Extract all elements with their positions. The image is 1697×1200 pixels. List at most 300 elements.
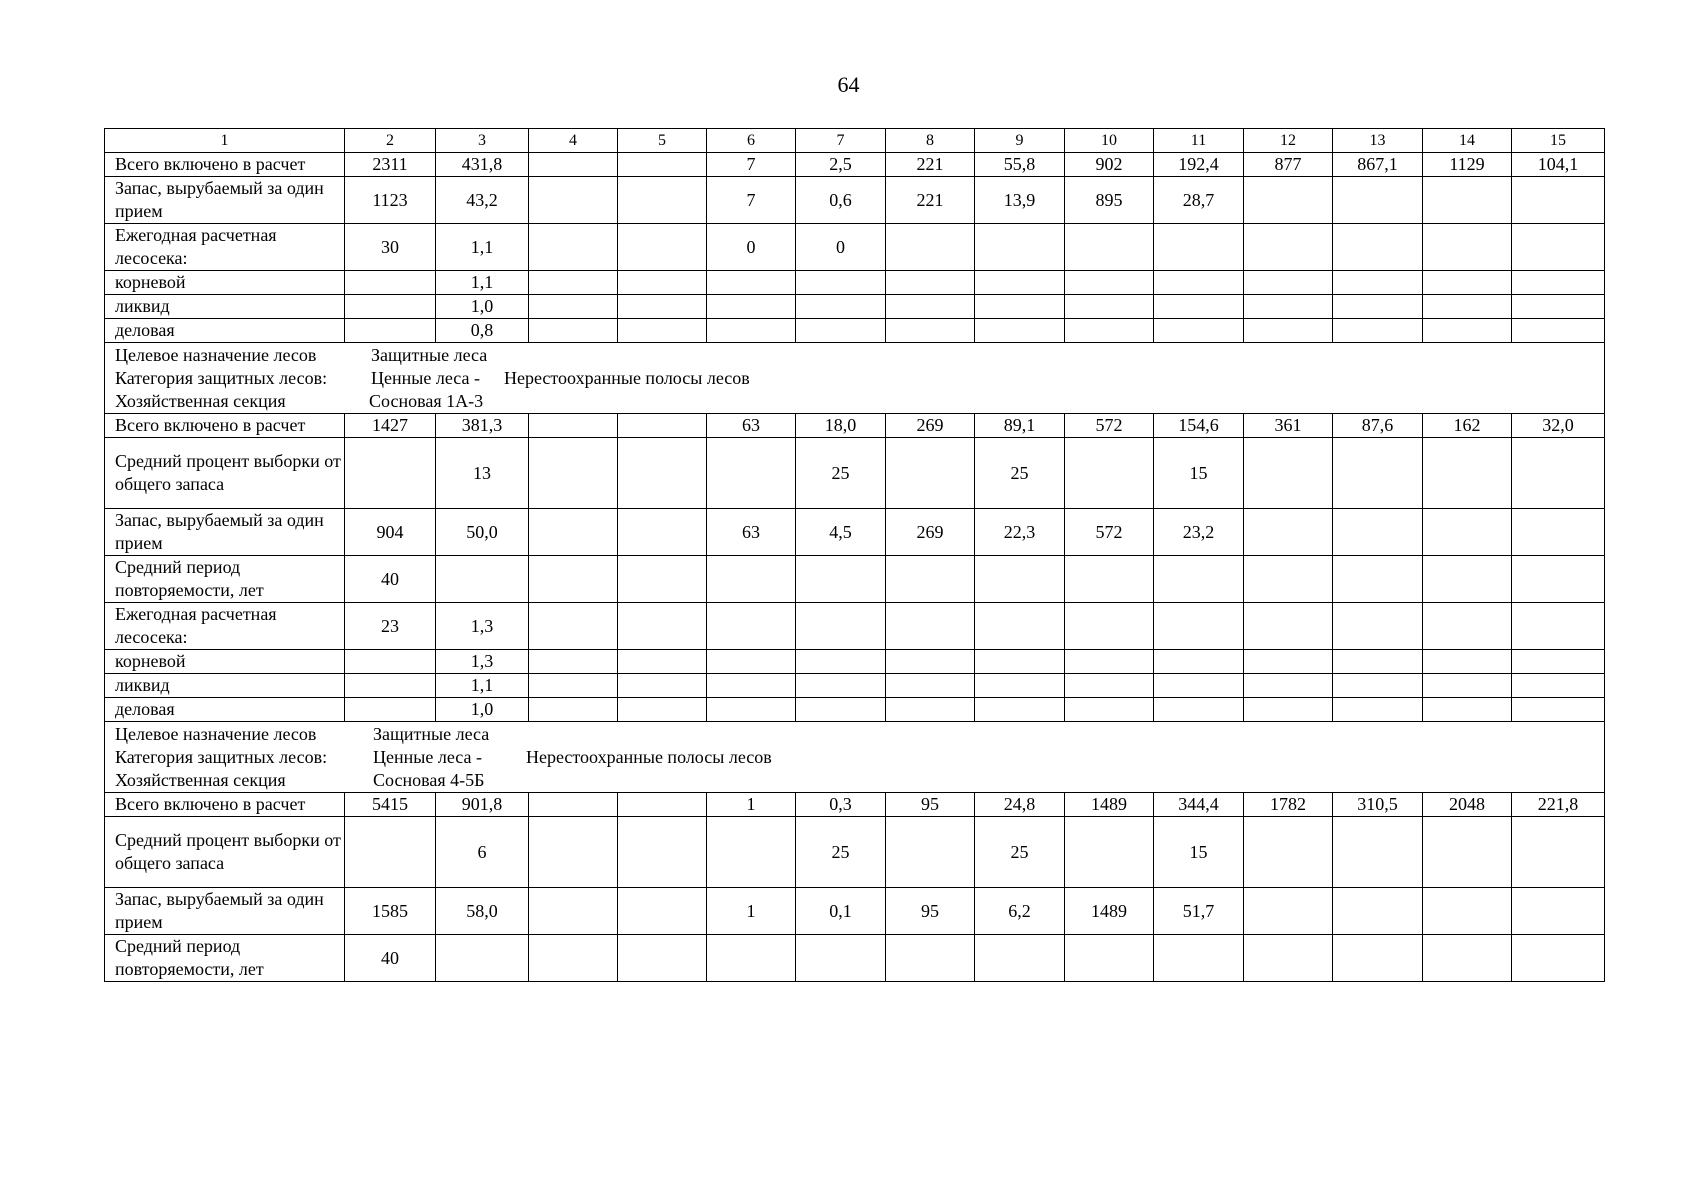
table-cell: [707, 674, 796, 698]
table-cell: [1065, 698, 1154, 722]
table-cell: [529, 888, 618, 935]
table-cell: [886, 319, 975, 343]
table-row: [105, 556, 1605, 603]
table-cell: [1333, 438, 1423, 509]
row-label: Ежегодная расчетная лесосека:: [105, 603, 345, 650]
table-cell: [618, 177, 707, 224]
section-line: [115, 723, 1602, 746]
table-cell: [618, 603, 707, 650]
table-cell: [1423, 888, 1512, 935]
table-cell: [529, 650, 618, 674]
table-cell: 221: [886, 177, 975, 224]
column-number-6: 6: [707, 129, 796, 153]
table-row: [105, 650, 1605, 674]
table-cell: 104,1: [1512, 153, 1605, 177]
forest-purpose-value: Защитные леса: [371, 344, 488, 365]
table-cell: [1065, 603, 1154, 650]
table-cell: [618, 509, 707, 556]
table-cell: [886, 698, 975, 722]
table-cell: [707, 319, 796, 343]
table-cell: 32,0: [1512, 414, 1605, 438]
table-cell: [707, 295, 796, 319]
economic-section-label: Хозяйственная секция: [115, 769, 286, 790]
section1-header: [105, 343, 1605, 414]
table-cell: [1423, 177, 1512, 224]
table-cell: 15: [1154, 438, 1244, 509]
table-cell: [707, 438, 796, 509]
table-cell: [1154, 698, 1244, 722]
table-cell: [1333, 935, 1423, 982]
table-cell: [796, 319, 886, 343]
table-cell: 6: [436, 817, 529, 888]
table-cell: 154,6: [1154, 414, 1244, 438]
table-cell: [1333, 888, 1423, 935]
table-cell: [529, 935, 618, 982]
table-cell: 15: [1154, 817, 1244, 888]
table-cell: 1489: [1065, 888, 1154, 935]
table-row: [105, 153, 1605, 177]
table-cell: 1782: [1244, 793, 1333, 817]
table-cell: [618, 271, 707, 295]
table-cell: [1065, 319, 1154, 343]
table-cell: [529, 319, 618, 343]
table-cell: [436, 556, 529, 603]
table-cell: [1512, 438, 1605, 509]
table-cell: 7: [707, 153, 796, 177]
table-cell: [975, 556, 1065, 603]
row-label: Запас, вырубаемый за один прием: [105, 177, 345, 224]
row-label: корневой: [105, 271, 345, 295]
table-cell: [1244, 817, 1333, 888]
table-row: [105, 698, 1605, 722]
table-cell: [618, 319, 707, 343]
section-line: [115, 769, 1602, 792]
table-cell: [1333, 271, 1423, 295]
table-cell: [975, 271, 1065, 295]
row-label: корневой: [105, 650, 345, 674]
table-cell: [1423, 271, 1512, 295]
table-cell: 221,8: [1512, 793, 1605, 817]
table-cell: [886, 224, 975, 271]
table-cell: 0,8: [436, 319, 529, 343]
table-row: [105, 793, 1605, 817]
column-number-3: 3: [436, 129, 529, 153]
table-cell: 361: [1244, 414, 1333, 438]
table-cell: 1427: [345, 414, 436, 438]
forest-calculation-table: [104, 128, 1605, 982]
column-number-12: 12: [1244, 129, 1333, 153]
row-label: деловая: [105, 698, 345, 722]
column-number-14: 14: [1423, 129, 1512, 153]
table-cell: 344,4: [1154, 793, 1244, 817]
table-cell: [1154, 224, 1244, 271]
page-number: 64: [837, 72, 860, 97]
table-cell: [1333, 509, 1423, 556]
row-label: Запас, вырубаемый за один прием: [105, 888, 345, 935]
table-cell: [1512, 319, 1605, 343]
table-cell: [1244, 698, 1333, 722]
table-row: [105, 224, 1605, 271]
economic-section-value: Сосновая 1А-3: [369, 390, 484, 411]
table-cell: [618, 153, 707, 177]
table-cell: 18,0: [796, 414, 886, 438]
table-cell: [1512, 935, 1605, 982]
table-cell: [529, 793, 618, 817]
table-cell: 55,8: [975, 153, 1065, 177]
table-cell: 25: [975, 438, 1065, 509]
table-row: [105, 603, 1605, 650]
section-line: [115, 390, 1602, 413]
table-cell: 221: [886, 153, 975, 177]
table-cell: [707, 556, 796, 603]
section-line: [115, 367, 1602, 390]
table-cell: [1154, 674, 1244, 698]
table-cell: 1,1: [436, 224, 529, 271]
table-cell: 0,3: [796, 793, 886, 817]
table-cell: 95: [886, 793, 975, 817]
table-cell: [529, 603, 618, 650]
table-cell: [796, 698, 886, 722]
economic-section-label: Хозяйственная секция: [115, 390, 286, 411]
section-line: [115, 344, 1602, 367]
table-cell: [436, 935, 529, 982]
table-cell: [975, 674, 1065, 698]
table-row: [105, 319, 1605, 343]
table-cell: [707, 935, 796, 982]
forest-purpose-label: Целевое назначение лесов: [115, 723, 317, 744]
table-cell: 269: [886, 509, 975, 556]
table-cell: [345, 674, 436, 698]
table-cell: 89,1: [975, 414, 1065, 438]
table-cell: [1333, 295, 1423, 319]
row-label: Запас, вырубаемый за один прием: [105, 509, 345, 556]
table-cell: [618, 817, 707, 888]
table-cell: [796, 650, 886, 674]
table-cell: [1423, 295, 1512, 319]
table-cell: 43,2: [436, 177, 529, 224]
protective-category-value-2: Нерестоохранные полосы лесов: [504, 367, 750, 388]
protective-category-label: Категория защитных лесов:: [115, 367, 328, 388]
table-cell: [796, 935, 886, 982]
table-cell: [1333, 674, 1423, 698]
table-cell: [1065, 438, 1154, 509]
table-cell: 904: [345, 509, 436, 556]
table-cell: 24,8: [975, 793, 1065, 817]
table-cell: [1333, 817, 1423, 888]
table-cell: [1065, 271, 1154, 295]
row-label: ликвид: [105, 674, 345, 698]
table-cell: [1244, 556, 1333, 603]
table-cell: 28,7: [1154, 177, 1244, 224]
table-row: [105, 935, 1605, 982]
economic-section-value: Сосновая 4-5Б: [373, 769, 485, 790]
table-row: [105, 509, 1605, 556]
table-cell: [1244, 674, 1333, 698]
table-cell: [975, 319, 1065, 343]
row-label: Средний процент выборки от общего запаса: [105, 817, 345, 888]
table-row: [105, 888, 1605, 935]
table-cell: 1,0: [436, 295, 529, 319]
row-label: Средний период повторяемости, лет: [105, 556, 345, 603]
table-cell: 1,1: [436, 271, 529, 295]
table-row: [105, 177, 1605, 224]
table-cell: 381,3: [436, 414, 529, 438]
table-cell: 1,1: [436, 674, 529, 698]
table-cell: [1065, 935, 1154, 982]
table-cell: [1065, 674, 1154, 698]
column-number-8: 8: [886, 129, 975, 153]
table-cell: [796, 556, 886, 603]
table-cell: [886, 271, 975, 295]
table-cell: [886, 817, 975, 888]
table-cell: 0: [707, 224, 796, 271]
table-cell: [1333, 556, 1423, 603]
table-cell: [1423, 817, 1512, 888]
table-cell: [1244, 603, 1333, 650]
section2-header-row: [105, 722, 1605, 793]
table-cell: [529, 674, 618, 698]
table-cell: [796, 603, 886, 650]
table-cell: 310,5: [1333, 793, 1423, 817]
table-cell: [345, 295, 436, 319]
table-cell: [707, 603, 796, 650]
table-cell: [1244, 295, 1333, 319]
table-cell: [529, 556, 618, 603]
table-cell: [975, 698, 1065, 722]
table-row: [105, 438, 1605, 509]
table-cell: 40: [345, 935, 436, 982]
forest-purpose-value: Защитные леса: [373, 723, 490, 744]
row-label: Ежегодная расчетная лесосека:: [105, 224, 345, 271]
table-cell: [1423, 698, 1512, 722]
row-label: Всего включено в расчет: [105, 793, 345, 817]
table-cell: [1423, 935, 1512, 982]
table-cell: [1333, 603, 1423, 650]
table-cell: [1154, 295, 1244, 319]
table-cell: [975, 224, 1065, 271]
table-cell: [1512, 817, 1605, 888]
table-cell: [1244, 271, 1333, 295]
table-cell: [1423, 509, 1512, 556]
table-cell: [975, 650, 1065, 674]
table-cell: [345, 698, 436, 722]
table-cell: [1512, 674, 1605, 698]
table-cell: 572: [1065, 509, 1154, 556]
table-cell: 7: [707, 177, 796, 224]
table-cell: [886, 603, 975, 650]
table-cell: [345, 438, 436, 509]
table-cell: [1154, 603, 1244, 650]
table-cell: [1065, 556, 1154, 603]
column-number-13: 13: [1333, 129, 1423, 153]
table-cell: 40: [345, 556, 436, 603]
table-cell: [1244, 177, 1333, 224]
table-row: [105, 271, 1605, 295]
table-cell: 192,4: [1154, 153, 1244, 177]
section-line: [115, 746, 1602, 769]
table-cell: [1512, 509, 1605, 556]
protective-category-value: Ценные леса -: [371, 367, 480, 388]
table-cell: 13: [436, 438, 529, 509]
table-cell: [707, 817, 796, 888]
table-cell: 902: [1065, 153, 1154, 177]
table-cell: [618, 556, 707, 603]
table-row: [105, 295, 1605, 319]
table-cell: [1512, 603, 1605, 650]
table-cell: 895: [1065, 177, 1154, 224]
table-cell: [1512, 556, 1605, 603]
table-cell: 22,3: [975, 509, 1065, 556]
row-label: деловая: [105, 319, 345, 343]
table-cell: 6,2: [975, 888, 1065, 935]
table-cell: [1423, 603, 1512, 650]
table-cell: [1244, 888, 1333, 935]
section2-header: [105, 722, 1605, 793]
table-cell: [1154, 650, 1244, 674]
table-cell: [886, 674, 975, 698]
table-cell: 58,0: [436, 888, 529, 935]
table-cell: 877: [1244, 153, 1333, 177]
table-cell: [345, 817, 436, 888]
table-cell: [1244, 650, 1333, 674]
table-cell: [707, 698, 796, 722]
table-cell: 0: [796, 224, 886, 271]
table-cell: [1423, 438, 1512, 509]
table-cell: 51,7: [1154, 888, 1244, 935]
table-cell: [529, 295, 618, 319]
table-cell: 572: [1065, 414, 1154, 438]
table-cell: 867,1: [1333, 153, 1423, 177]
table-cell: 25: [796, 817, 886, 888]
table-cell: [1154, 935, 1244, 982]
table-cell: [1512, 224, 1605, 271]
table-cell: [1333, 177, 1423, 224]
table-cell: [618, 414, 707, 438]
table-cell: 431,8: [436, 153, 529, 177]
table-cell: [1423, 674, 1512, 698]
table-cell: [1333, 650, 1423, 674]
table-cell: 30: [345, 224, 436, 271]
table-cell: [618, 698, 707, 722]
table-cell: 1129: [1423, 153, 1512, 177]
table-cell: [1512, 888, 1605, 935]
table-cell: [1333, 319, 1423, 343]
table-cell: 1,3: [436, 650, 529, 674]
table-cell: 95: [886, 888, 975, 935]
table-cell: [1244, 319, 1333, 343]
table-cell: [1512, 698, 1605, 722]
table-cell: [529, 438, 618, 509]
table-cell: [618, 438, 707, 509]
table-cell: 25: [975, 817, 1065, 888]
table-cell: 23,2: [1154, 509, 1244, 556]
table-cell: [975, 935, 1065, 982]
table-cell: [1512, 650, 1605, 674]
table-cell: [529, 509, 618, 556]
row-label: ликвид: [105, 295, 345, 319]
table-cell: [618, 793, 707, 817]
table-row: [105, 674, 1605, 698]
table-cell: [1154, 556, 1244, 603]
table-cell: [618, 224, 707, 271]
table-cell: [345, 271, 436, 295]
table-cell: [618, 888, 707, 935]
table-cell: [618, 935, 707, 982]
table-cell: 2048: [1423, 793, 1512, 817]
table-cell: 63: [707, 414, 796, 438]
protective-category-label: Категория защитных лесов:: [115, 746, 328, 767]
table-row: [105, 817, 1605, 888]
table-cell: [1065, 224, 1154, 271]
table-cell: 269: [886, 414, 975, 438]
table-cell: [1244, 224, 1333, 271]
table-row: [105, 414, 1605, 438]
table-cell: [529, 271, 618, 295]
table-cell: [1065, 295, 1154, 319]
forest-purpose-label: Целевое назначение лесов: [115, 344, 317, 365]
protective-category-value: Ценные леса -: [373, 746, 482, 767]
column-number-9: 9: [975, 129, 1065, 153]
table-cell: 0,1: [796, 888, 886, 935]
row-label: Всего включено в расчет: [105, 414, 345, 438]
table-cell: [886, 295, 975, 319]
table-cell: [975, 295, 1065, 319]
table-cell: 1,3: [436, 603, 529, 650]
table-cell: 25: [796, 438, 886, 509]
table-cell: 162: [1423, 414, 1512, 438]
column-number-4: 4: [529, 129, 618, 153]
table-cell: [1154, 319, 1244, 343]
table-cell: [529, 698, 618, 722]
column-number-1: 1: [105, 129, 345, 153]
table-cell: [345, 319, 436, 343]
table-cell: [796, 271, 886, 295]
table-cell: [1154, 271, 1244, 295]
table-cell: [1244, 438, 1333, 509]
table-cell: [707, 271, 796, 295]
table-cell: 1123: [345, 177, 436, 224]
table-cell: [1065, 650, 1154, 674]
table-cell: 87,6: [1333, 414, 1423, 438]
table-cell: 4,5: [796, 509, 886, 556]
column-number-5: 5: [618, 129, 707, 153]
column-number-2: 2: [345, 129, 436, 153]
table-cell: 2311: [345, 153, 436, 177]
table-cell: [886, 650, 975, 674]
table-cell: [345, 650, 436, 674]
table-cell: [886, 935, 975, 982]
table-cell: 1: [707, 888, 796, 935]
table-cell: 23: [345, 603, 436, 650]
table-cell: [886, 438, 975, 509]
table-cell: [1333, 698, 1423, 722]
table-cell: 2,5: [796, 153, 886, 177]
table-cell: [529, 414, 618, 438]
table-cell: 63: [707, 509, 796, 556]
column-number-10: 10: [1065, 129, 1154, 153]
table-cell: 1585: [345, 888, 436, 935]
row-label: Средний период повторяемости, лет: [105, 935, 345, 982]
table-cell: [529, 224, 618, 271]
row-label: Средний процент выборки от общего запаса: [105, 438, 345, 509]
table-cell: [1065, 817, 1154, 888]
table-cell: [796, 295, 886, 319]
table-cell: [1244, 509, 1333, 556]
table-cell: [1512, 177, 1605, 224]
table-cell: [529, 817, 618, 888]
table-cell: [886, 556, 975, 603]
table-cell: [1333, 224, 1423, 271]
